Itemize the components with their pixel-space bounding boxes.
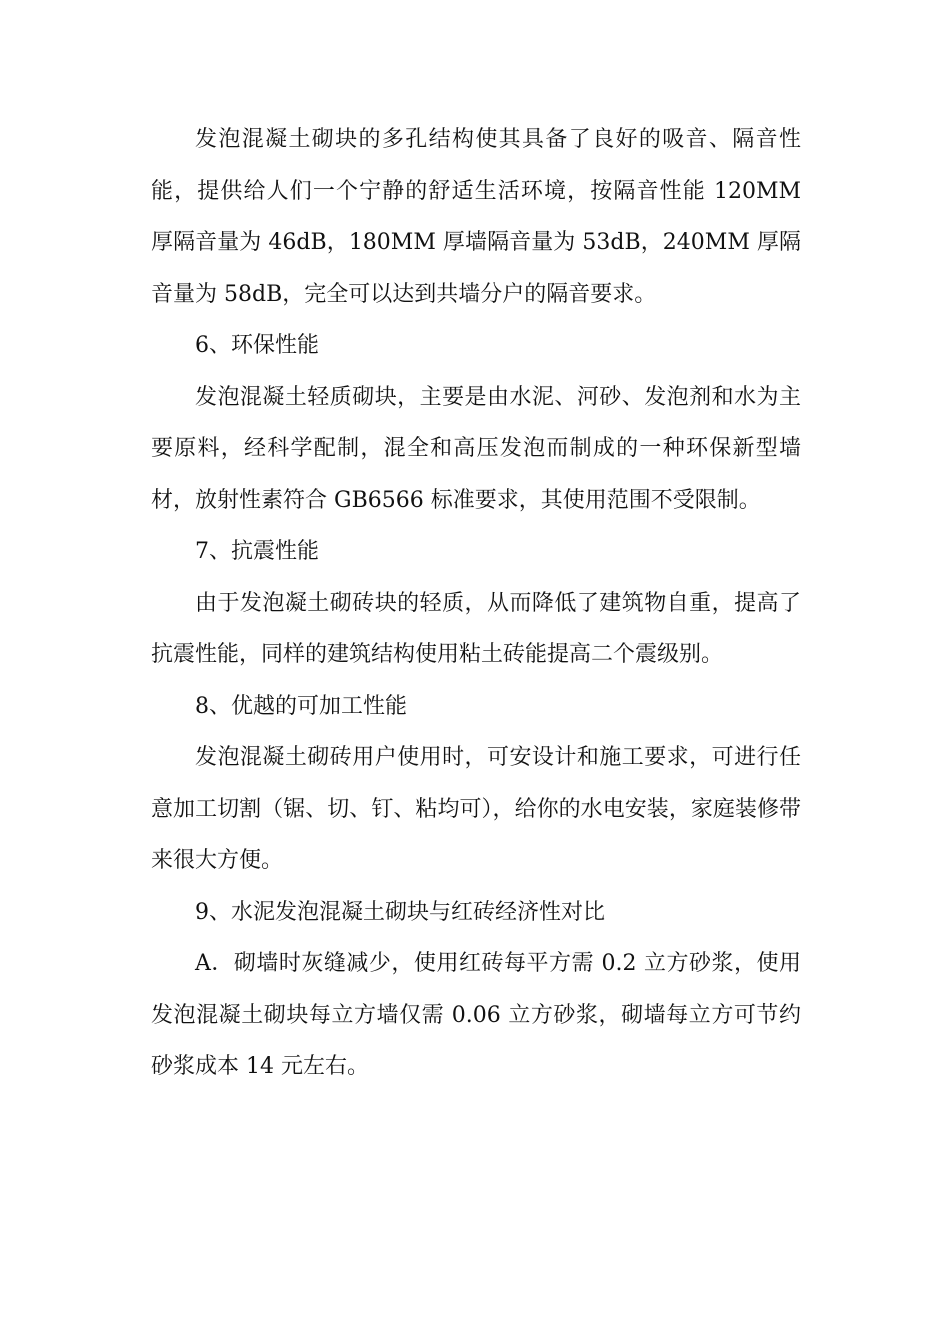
heading-environmental-performance: 6、环保性能 — [195, 333, 319, 358]
paragraph-seismic: 由于发泡凝土砌砖块的轻质，从而降低了建筑物自重，提高了抗震性能，同样的建筑结构使用粘土砖能提高二个震级别。 — [151, 590, 801, 667]
paragraph-workability: 发泡混凝土砌砖用户使用时，可安设计和施工要求，可进行任意加工切割（锯、切、钉、粘均可），给你的水电安装，家庭装修带来很大方便。 — [151, 745, 801, 873]
document-body — [151, 114, 801, 1093]
heading-economic-comparison: 9、水泥发泡混凝土砌块与红砖经济性对比 — [195, 899, 605, 925]
paragraph-environmental: 发泡混凝土轻质砌块，主要是由水泥、河砂、发泡剂和水为主要原料，经科学配制，混全和高压发泡而制成的一种环保新型墙材，放射性素符合 GB6566 标准要求，其使用范围不受限制。 — [151, 384, 801, 513]
paragraph-economic-a: A．砌墙时灰缝减少，使用红砖每平方需 0.2 立方砂浆，使用发泡混凝土砌块每立方墙仅需 0.06 立方砂浆，砌墙每立方可节约砂浆成本 14 元左右。 — [151, 951, 801, 1079]
heading-seismic-performance: 7、抗震性能 — [195, 539, 319, 564]
heading-workability: 8、优越的可加工性能 — [195, 693, 407, 719]
paragraph-sound-insulation: 发泡混凝土砌块的多孔结构使其具备了良好的吸音、隔音性能，提供给人们一个宁静的舒适生活环境，按隔音性能 120MM 厚隔音量为 46dB，180MM 厚墙隔音量为 53dB，240MM 厚隔音量为 58dB，完全可以达到共墙分户的隔音要求。 — [151, 127, 801, 307]
